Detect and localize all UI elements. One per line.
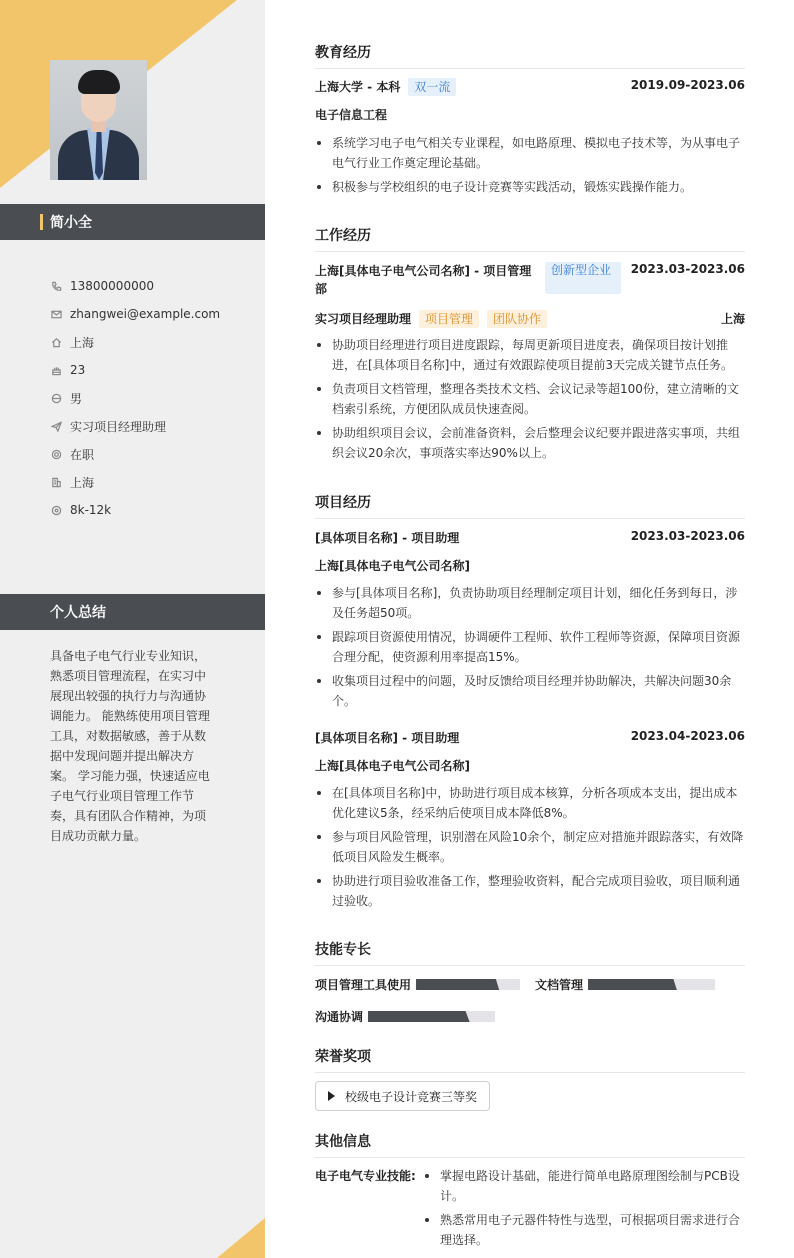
company-tag: 创新型企业 xyxy=(545,262,621,294)
info-city xyxy=(50,328,260,356)
skills-title: 技能专长 xyxy=(315,939,745,966)
other-bullets xyxy=(423,1166,745,1254)
info-job-target xyxy=(50,412,260,440)
project-header xyxy=(315,529,745,546)
info-text: 在职 xyxy=(70,447,95,462)
list-item: 积极参与学校组织的电子设计竞赛等实践活动，锻炼实践操作能力。 xyxy=(315,177,745,197)
info-status xyxy=(50,440,260,468)
skill-bar-fill xyxy=(368,1011,470,1022)
avatar xyxy=(50,60,147,180)
education-major: 电子信息工程 xyxy=(315,108,388,122)
work-location: 上海 xyxy=(720,312,745,326)
skill-name: 沟通协调 xyxy=(315,1010,364,1024)
company-name: 上海[具体电子电气公司名称] - 项目管理部 xyxy=(315,264,532,296)
projects-title: 项目经历 xyxy=(315,492,745,519)
education-date: 2019.09-2023.06 xyxy=(630,78,745,92)
project-date: 2023.04-2023.06 xyxy=(630,729,745,743)
building-icon xyxy=(50,476,62,488)
award-label: 校级电子设计竞赛三等奖 xyxy=(345,1089,478,1104)
work-date: 2023.03-2023.06 xyxy=(630,262,745,276)
name-accent xyxy=(40,214,43,230)
info-age xyxy=(50,356,260,384)
project-bullets xyxy=(315,783,745,915)
skill-name: 项目管理工具使用 xyxy=(315,978,412,992)
info-text: 上海 xyxy=(70,335,95,350)
school-name: 上海大学 - 本科 xyxy=(315,80,401,94)
skill-item xyxy=(535,976,715,993)
info-gender xyxy=(50,384,260,412)
send-icon xyxy=(50,420,62,432)
skill-bar xyxy=(368,1011,495,1022)
summary-title: 个人总结 xyxy=(0,594,265,630)
project-name: [具体项目名称] - 项目助理 xyxy=(315,531,460,545)
email-icon xyxy=(50,308,62,320)
work-bullets xyxy=(315,335,745,467)
info-text: 男 xyxy=(70,391,83,406)
list-item: 协助组织项目会议，会前准备资料，会后整理会议纪要并跟进落实事项，共组织会议20余次，事项落实率达90%以上。 xyxy=(315,423,745,463)
list-item: 协助进行项目验收准备工作，整理验收资料，配合完成项目验收，项目顺利通过验收。 xyxy=(315,871,745,911)
work-role: 实习项目经理助理 xyxy=(315,312,412,326)
list-item: 参与项目风险管理，识别潜在风险10余个，制定应对措施并跟踪落实，有效降低项目风险发生概率。 xyxy=(315,827,745,867)
role-tag: 项目管理 xyxy=(419,310,479,328)
list-item: 系统学习电子电气相关专业课程，如电路原理、模拟电子技术等，为从事电子电气行业工作奠定理论基础。 xyxy=(315,133,745,173)
info-text: 上海 xyxy=(70,475,95,490)
info-salary xyxy=(50,496,260,524)
profile-name: 简小全 xyxy=(50,215,92,231)
project-company: 上海[具体电子电气公司名称] xyxy=(315,559,470,573)
work-role-row xyxy=(315,310,745,328)
skill-item xyxy=(315,976,520,993)
sidebar xyxy=(0,0,265,1258)
project-name: [具体项目名称] - 项目助理 xyxy=(315,731,460,745)
awards-title: 荣誉奖项 xyxy=(315,1046,745,1073)
info-phone xyxy=(50,272,260,300)
list-item: 跟踪项目资源使用情况，协调硬件工程师、软件工程师等资源，保障项目资源合理分配，使资源利用率提高15%。 xyxy=(315,627,745,667)
education-header xyxy=(315,78,745,96)
project-bullets xyxy=(315,583,745,715)
project-company: 上海[具体电子电气公司名称] xyxy=(315,759,470,773)
info-email xyxy=(50,300,260,328)
skill-name: 文档管理 xyxy=(535,978,584,992)
summary-text: 具备电子电气行业专业知识，熟悉项目管理流程，在实习中展现出较强的执行力与沟通协调能力。 能熟练使用项目管理工具，对数据敏感，善于从数据中发现问题并提出解决方案。 学习能力强，快速适应电子电气行业项目管理工作节奏，具有团队合作精神，为项目成功贡献力量。 xyxy=(50,649,210,843)
project-header xyxy=(315,729,745,746)
list-item: 掌握电路设计基础，能进行简单电路原理图绘制与PCB设计。 xyxy=(423,1166,745,1206)
role-tag: 团队协作 xyxy=(487,310,547,328)
salary-icon xyxy=(50,504,62,516)
list-item: 协助项目经理进行项目进度跟踪，每周更新项目进度表，确保项目按计划推进，在[具体项目名称]中，通过有效跟踪使项目提前3天完成关键节点任务。 xyxy=(315,335,745,375)
skill-bar-fill xyxy=(416,979,499,990)
name-bar xyxy=(0,204,265,240)
skill-bar-fill xyxy=(588,979,677,990)
list-item: 参与[具体项目名称]，负责协助项目经理制定项目计划，细化任务到每日，涉及任务超50项。 xyxy=(315,583,745,623)
education-title: 教育经历 xyxy=(315,42,745,69)
status-icon xyxy=(50,448,62,460)
list-item: 收集项目过程中的问题，及时反馈给项目经理并协助解决，共解决问题30余个。 xyxy=(315,671,745,711)
gender-icon xyxy=(50,392,62,404)
work-header xyxy=(315,262,745,298)
education-bullets xyxy=(315,133,745,201)
work-title: 工作经历 xyxy=(315,225,745,252)
contact-info-list xyxy=(50,272,260,524)
list-item: 负责项目文档管理，整理各类技术文档、会议记录等超100份，建立清晰的文档索引系统，方便团队成员快速查阅。 xyxy=(315,379,745,419)
info-work-city xyxy=(50,468,260,496)
skill-item xyxy=(315,1008,495,1025)
info-text: 23 xyxy=(70,363,86,377)
list-item: 熟悉常用电子元器件特性与选型，可根据项目需求进行合理选择。 xyxy=(423,1210,745,1250)
award-item-button[interactable] xyxy=(315,1081,490,1111)
school-tag: 双一流 xyxy=(408,78,456,96)
play-icon xyxy=(328,1091,335,1101)
home-icon xyxy=(50,336,62,348)
skill-bar xyxy=(588,979,715,990)
info-text: 实习项目经理助理 xyxy=(70,419,167,434)
other-title: 其他信息 xyxy=(315,1131,745,1158)
list-item: 在[具体项目名称]中，协助进行项目成本核算，分析各项成本支出，提出成本优化建议5条，经采纳后使项目成本降低8%。 xyxy=(315,783,745,823)
other-label: 电子电气专业技能: xyxy=(315,1169,416,1183)
info-text: zhangwei@example.com xyxy=(70,307,221,321)
info-text: 8k-12k xyxy=(70,503,112,517)
project-date: 2023.03-2023.06 xyxy=(630,529,745,543)
decorative-corner-bottom xyxy=(217,1218,265,1258)
phone-icon xyxy=(50,280,62,292)
info-text: 13800000000 xyxy=(70,279,154,293)
skill-bar xyxy=(416,979,520,990)
cake-icon xyxy=(50,364,62,376)
